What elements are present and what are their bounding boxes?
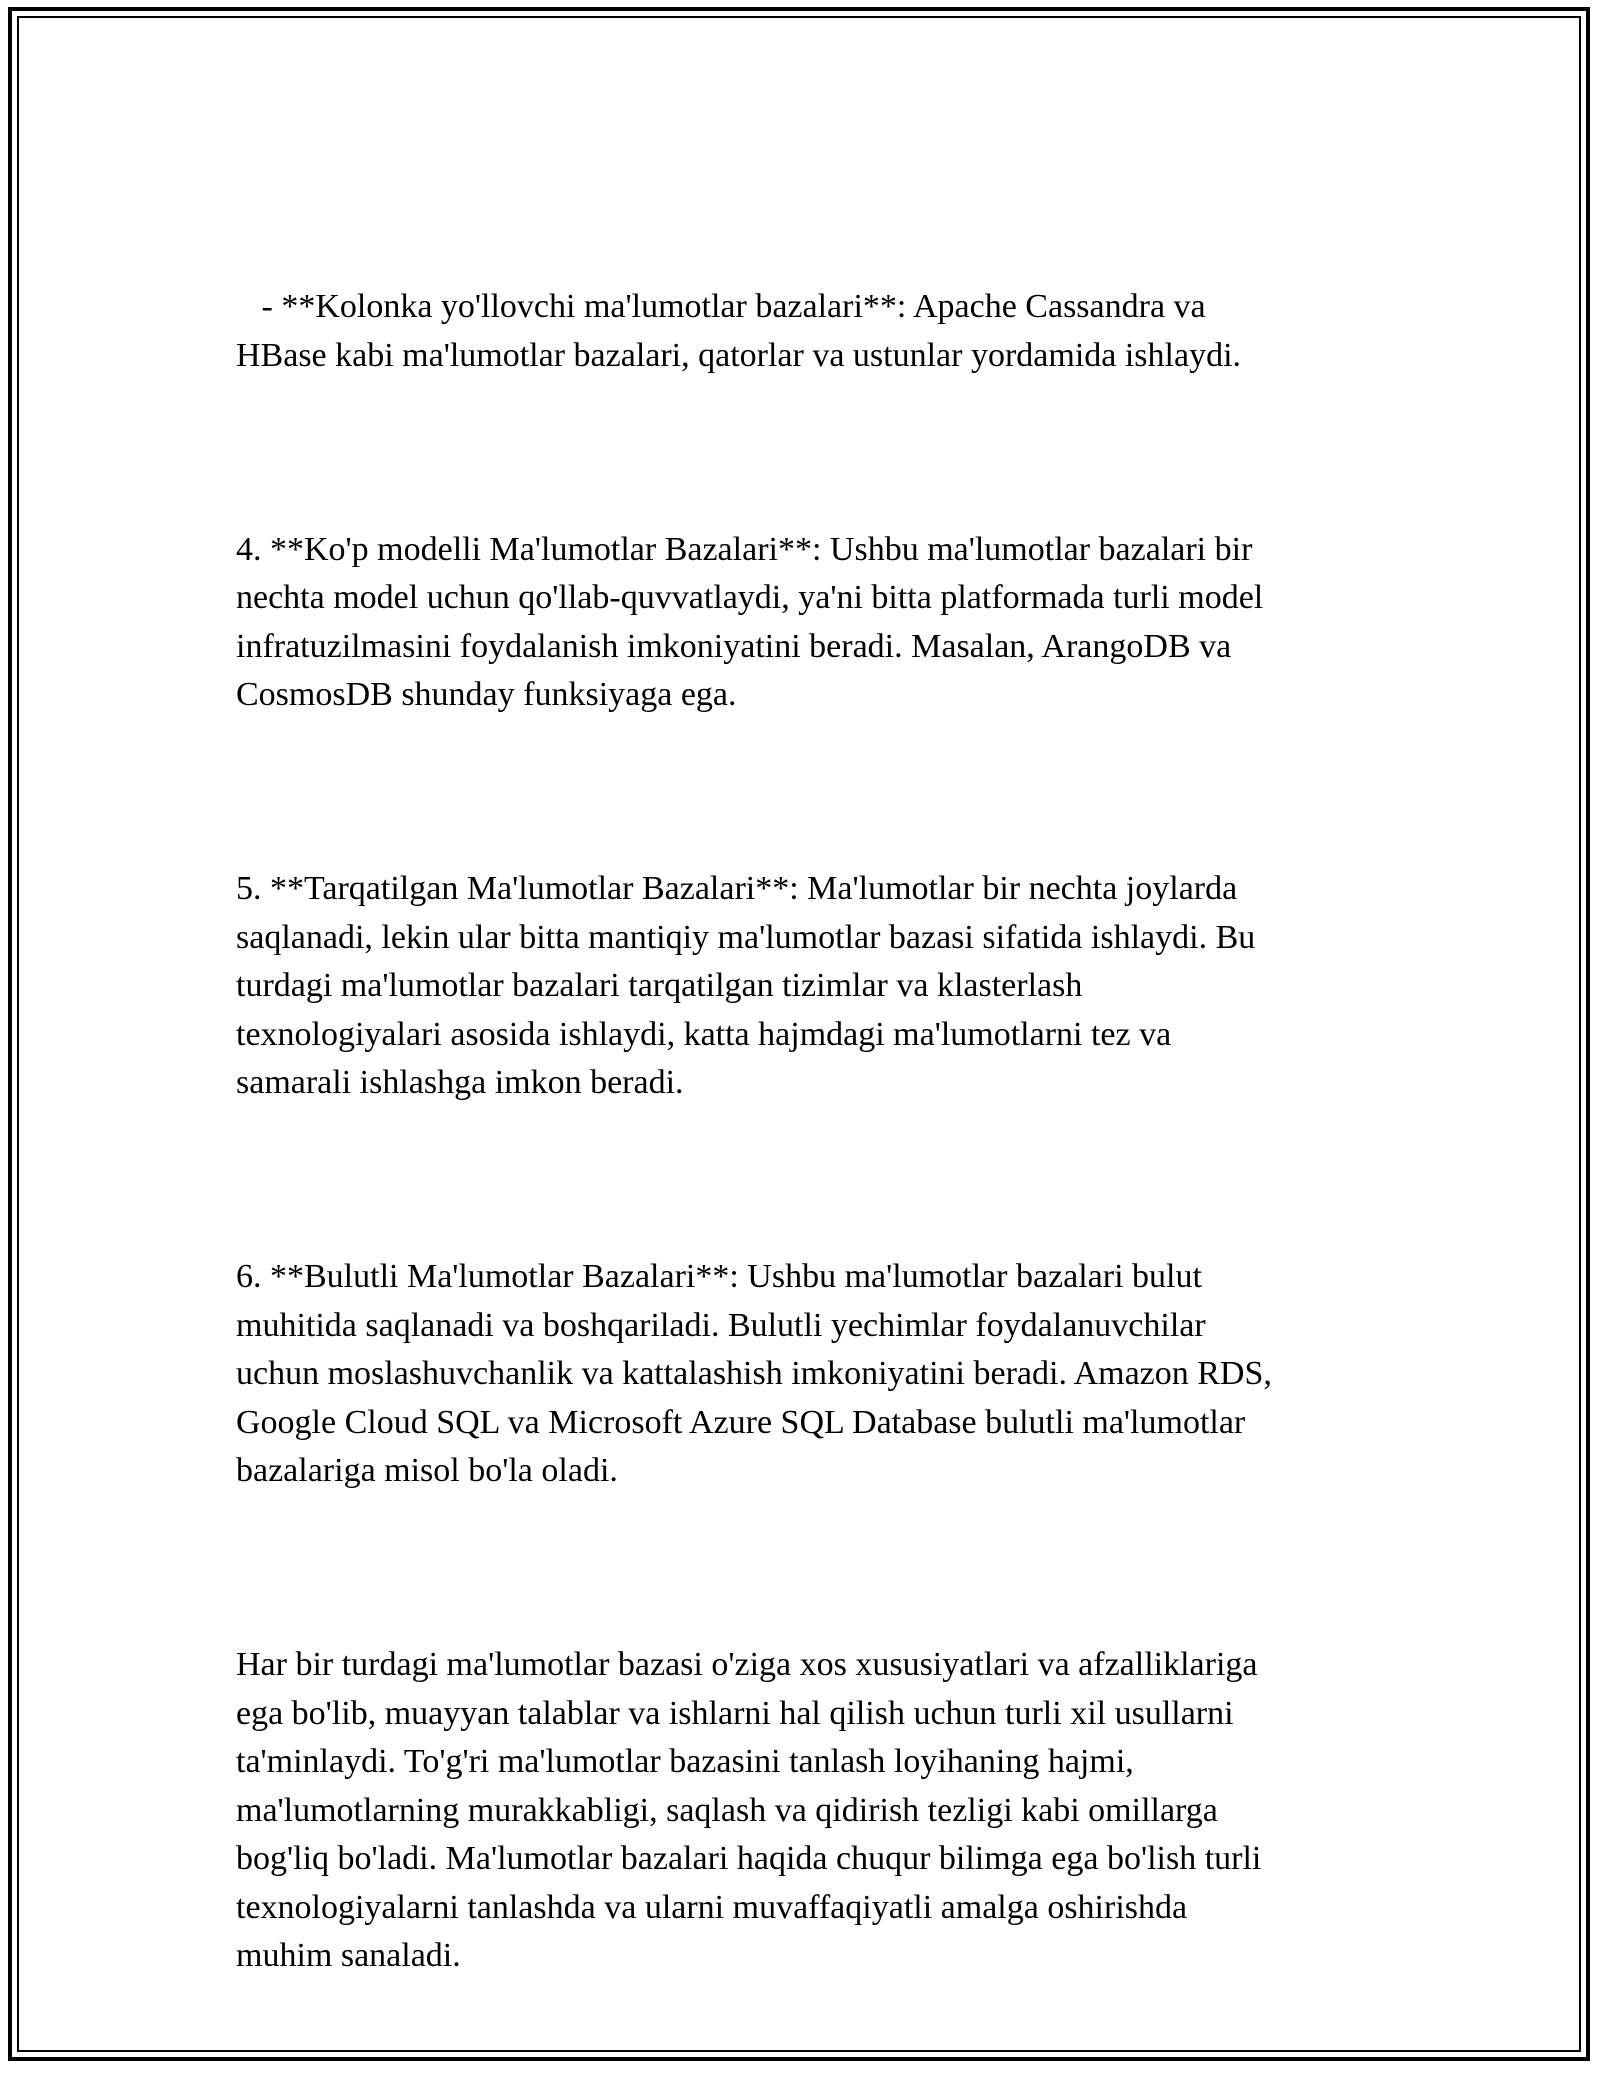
paragraph-columnar-databases: - **Kolonka yo'llovchi ma'lumotlar bazalari**: Apache Cassandra va HBase kabi ma'lumotlar bazalari, qatorlar va ustunlar yordamida ishlaydi. [236,288,1242,374]
paragraph-cloud-databases: 6. **Bulutli Ma'lumotlar Bazalari**: Ushbu ma'lumotlar bazalari bulut muhitida saqlanadi va boshqariladi. Bulutli yechimlar foydalanuvchilar uchun moslashuvchanlik va kattalashish imkoniyatini beradi. Amazon RDS, Google Cloud SQL va Microsoft Azure SQL Database bulutli ma'lumotlar bazalariga misol bo'la oladi. [236,1258,1272,1489]
paragraph-distributed-databases: 5. **Tarqatilgan Ma'lumotlar Bazalari**: Ma'lumotlar bir nechta joylarda saqlanadi, lekin ular bitta mantiqiy ma'lumotlar bazasi sifatida ishlaydi. Bu turdagi ma'lumotlar bazalari tarqatilgan tizimlar va klasterlash texnologiyalari asosida ishlaydi, katta hajmdagi ma'lumotlarni tez va samarali ishlashga imkon beradi. [236,870,1256,1101]
paragraph-conclusion: Har bir turdagi ma'lumotlar bazasi o'ziga xos xususiyatlari va afzalliklariga ega bo'lib, muayyan talablar va ishlarni hal qilish uchun turli xil usullarni ta'minlaydi. To'g'ri ma'lumotlar bazasini tanlash loyihaning hajmi, ma'lumotlarning murakkabligi, saqlash va qidirish tezligi kabi omillarga bog'liq bo'ladi. Ma'lumotlar bazalari haqida chuqur bilimga ega bo'lish turli texnologiyalarni tanlashda va ularni muvaffaqiyatli amalga oshirishda muhim sanaladi. [236,1646,1262,1974]
document-body [236,186,1366,2078]
paragraph-multimodel-databases: 4. **Ko'p modelli Ma'lumotlar Bazalari**: Ushbu ma'lumotlar bazalari bir nechta model uchun qo'llab-quvvatlaydi, ya'ni bitta platformada turli model infratuzilmasini foydalanish imkoniyatini beradi. Masalan, ArangoDB va CosmosDB shunday funksiyaga ega. [236,530,1264,713]
